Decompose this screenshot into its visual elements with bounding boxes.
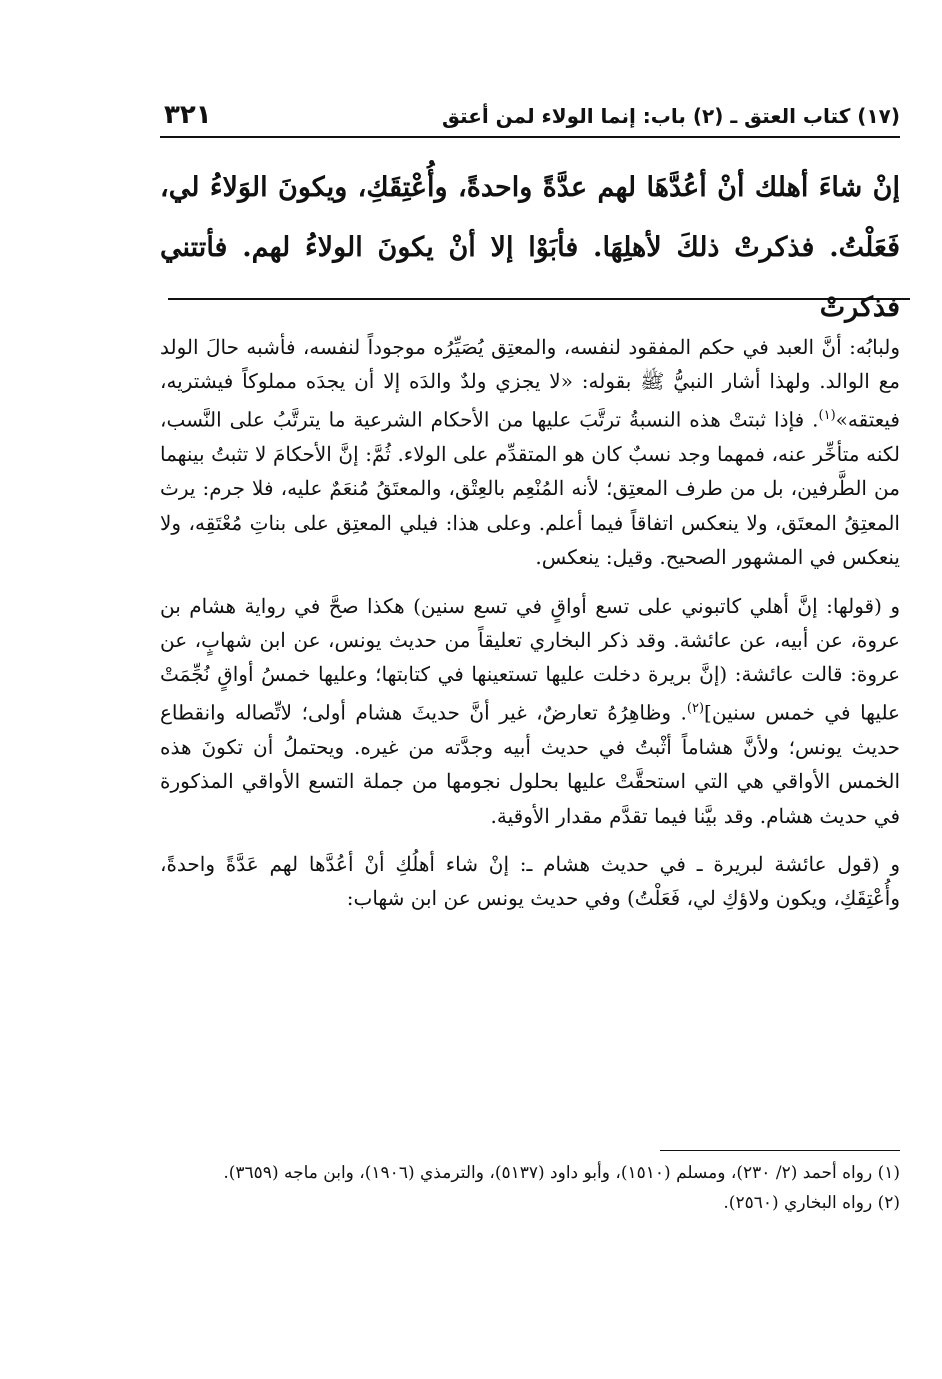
paragraph-text: . وظاهِرُهُ تعارضٌ، غير أنَّ حديثَ هشام أولى؛ لاتِّصاله وانقطاع حديث يونس؛ ولأنَّ هشاماً أثْبتُ في حديث أبيه وجدَّته من غيره. ويحتملُ أن تكونَ هذه الخمس الأواقي هي التي استحقَّتْ عليها بحلول نجومها من جملة التسع الأواقي المذكورة في حديث هشام. وقد بيَّنا فيما تقدَّم مقدار الأوقية. bbox=[160, 700, 900, 828]
running-title: (١٧) كتاب العتق ـ (٢) باب: إنما الولاء لمن أعتق bbox=[442, 104, 900, 128]
paragraph-text: و (قولها: إنَّ أهلي كاتبوني على تسع أواقٍ في تسع سنين) هكذا صحَّ في رواية هشام بن عروة، عن أبيه، عن عائشة. وقد ذكر البخاري تعليقاً من حديث يونس، عن ابن شهابٍ، عن عروة: قالت عائشة: (إنَّ بريرة دخلت عليها تستعينها في كتابتها؛ وعليها خمسُ أواقٍ نُجِّمَتْ عليها في خمس سنين] bbox=[160, 593, 900, 725]
footnote-2: (٢) رواه البخاري (٢٥٦٠). bbox=[723, 1193, 900, 1213]
footnote-ref-1[interactable]: (١) bbox=[818, 407, 836, 423]
paragraph-text: . فإذا ثبتتْ هذه النسبةُ ترتَّبَ عليها من الأحكام الشرعية ما يترتَّبُ على النَّسب، لكنه متأخِّر عنه، فمهما وجد نسبٌ كان هو المتقدِّم على الولاء. ثُمَّ: إنَّ الأحكامَ لا تثبتُ بينهما من الطَّرفين، بل من طرف المعتِق؛ لأنه المُنْعِم بالعِتْق، والمعتَقُ مُنعَمٌ عليه، فلا جرم: يرث المعتِقُ المعتَق، ولا ينعكس اتفاقاً فيما أعلم. وعلى هذا: فيلي المعتِق على بناتِ مُعْتَقِه، ولا ينعكس في المشهور الصحيح. وقيل: ينعكس. bbox=[160, 407, 900, 570]
footnote-ref-2[interactable]: (٢) bbox=[686, 700, 705, 716]
footnote-1: (١) رواه أحمد (٢/ ٢٣٠)، ومسلم (١٥١٠)، وأبو داود (٥١٣٧)، والترمذي (١٩٠٦)، وابن ماجه (٣٦٥٩). bbox=[223, 1163, 900, 1183]
commentary-paragraph bbox=[160, 589, 900, 834]
paragraph-text: ولبابُه: أنَّ العبد في حكم المفقود لنفسه، والمعتِق يُصَيِّرُه موجوداً لنفسه، فأشبه حالَ الولد مع الوالد. ولهذا أشار النبيُّ ﷺ بقوله: «لا يجزي ولدٌ والدَه إلا أن يجدَه مملوكاً فيشتريه، فيعتقه» bbox=[160, 335, 900, 432]
commentary-paragraph bbox=[160, 330, 900, 575]
page-number: ٣٢١ bbox=[164, 100, 212, 130]
page-header bbox=[160, 98, 900, 134]
commentary bbox=[160, 330, 900, 930]
footnote-rule bbox=[660, 1150, 900, 1151]
hadith-text: إنْ شاءَ أهلك أنْ أعُدَّهَا لهم عدَّةً واحدةً، وأُعْتِقَكِ، ويكونَ الوَلاءُ لي، فَعَلْتُ. فذكرتْ ذلكَ لأهلِهَا. فأبَوْا إلا أنْ يكونَ الولاءُ لهم. فأتتني فذكرتْ bbox=[160, 172, 900, 323]
footnotes bbox=[160, 1158, 900, 1218]
header-rule bbox=[160, 136, 900, 138]
text-separator-rule bbox=[168, 298, 910, 300]
commentary-paragraph: و (قول عائشة لبريرة ـ في حديث هشام ـ: إنْ شاء أهلُكِ أنْ أعُدَّها لهم عَدَّةً واحدةً، وأُعْتِقَكِ، ويكون ولاؤكِ لي، فَعَلْتُ) وفي حديث يونس عن ابن شهاب: bbox=[160, 852, 900, 911]
